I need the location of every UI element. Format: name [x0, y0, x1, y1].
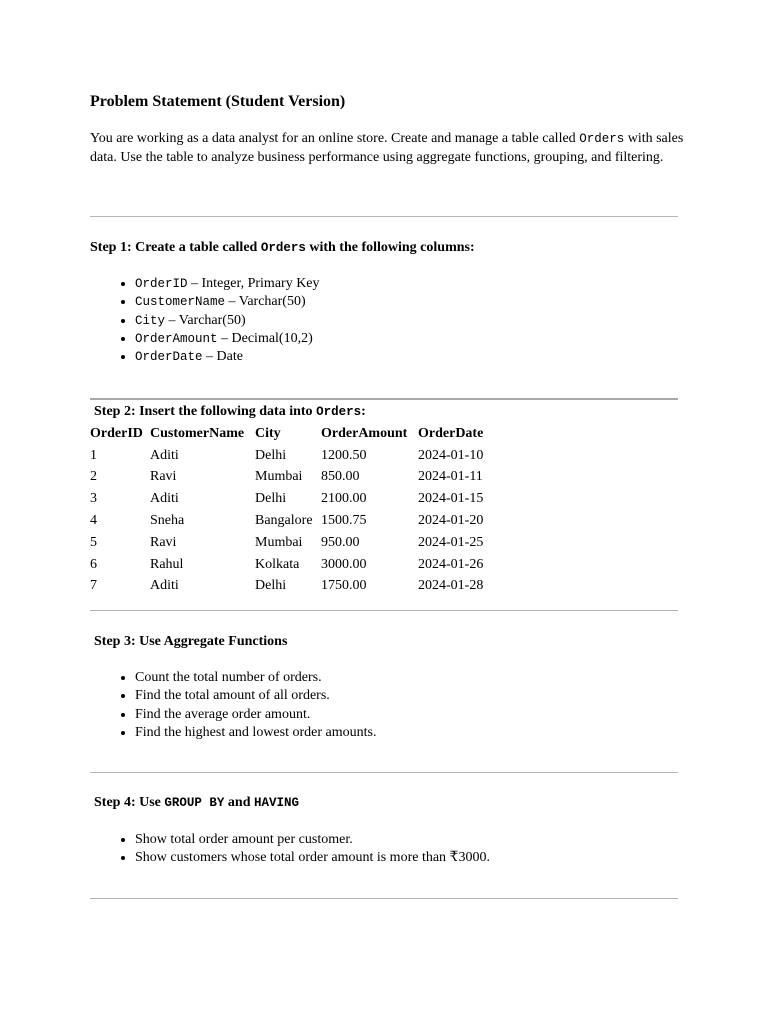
column-type: – Varchar(50) — [165, 312, 246, 328]
step4-heading-code-groupby: GROUP BY — [164, 796, 225, 810]
cell-orderamount: 3000.00 — [321, 556, 367, 572]
column-header-customername: CustomerName — [150, 425, 245, 441]
table-row — [90, 488, 498, 510]
column-name: OrderDate — [135, 350, 203, 365]
list-item: • Show customers whose total order amount is more than ₹3000. — [135, 849, 490, 867]
step1-heading — [90, 240, 475, 256]
cell-orderid: 1 — [90, 447, 97, 463]
column-type: – Date — [202, 349, 243, 365]
cell-orderamount: 950.00 — [321, 534, 360, 550]
cell-orderamount: 1500.75 — [321, 513, 367, 529]
column-name: OrderAmount — [135, 331, 218, 346]
list-item — [135, 348, 320, 366]
column-type: – Varchar(50) — [225, 294, 306, 310]
cell-customername: Rahul — [150, 556, 184, 572]
cell-orderamount: 2100.00 — [321, 491, 367, 507]
cell-orderdate: 2024-01-11 — [418, 469, 483, 485]
divider — [90, 398, 678, 400]
cell-orderdate: 2024-01-20 — [418, 513, 484, 529]
cell-city: Delhi — [255, 491, 287, 507]
cell-customername: Aditi — [150, 578, 179, 594]
table-row — [90, 510, 498, 532]
cell-orderdate: 2024-01-28 — [418, 578, 484, 594]
cell-orderamount: 1750.00 — [321, 578, 367, 594]
divider — [90, 772, 678, 773]
cell-orderid: 7 — [90, 578, 97, 594]
cell-orderamount: 1200.50 — [321, 447, 367, 463]
column-header-orderamount: OrderAmount — [321, 425, 408, 441]
cell-orderdate: 2024-01-15 — [418, 491, 484, 507]
cell-city: Kolkata — [255, 556, 300, 572]
list-item — [135, 330, 320, 348]
list-item: • Count the total number of orders. — [135, 669, 376, 687]
list-item — [135, 275, 320, 293]
orders-data-table — [90, 423, 498, 597]
column-header-city: City — [255, 425, 281, 441]
table-row — [90, 532, 498, 554]
intro-table-name: Orders — [579, 132, 625, 146]
column-type: – Integer, Primary Key — [187, 276, 320, 291]
list-item: • Find the total amount of all orders. — [135, 687, 376, 705]
cell-orderdate: 2024-01-26 — [418, 556, 484, 572]
list-item — [135, 312, 320, 330]
cell-city: Delhi — [255, 447, 287, 463]
cell-orderid: 3 — [90, 491, 97, 507]
cell-city: Bangalore — [255, 513, 313, 529]
column-name: OrderID — [135, 277, 188, 291]
divider — [90, 216, 678, 217]
step1-heading-code: Orders — [260, 241, 306, 255]
table-row — [90, 445, 498, 467]
step1-column-list — [90, 275, 320, 366]
page-title: Problem Statement (Student Version) — [90, 93, 346, 110]
cell-orderdate: 2024-01-25 — [418, 534, 484, 550]
cell-orderid: 4 — [90, 513, 97, 529]
step4-heading-code-having: HAVING — [253, 796, 299, 810]
column-header-orderid: OrderID — [90, 425, 143, 441]
cell-customername: Aditi — [150, 447, 179, 463]
cell-orderdate: 2024-01-10 — [418, 447, 484, 463]
table-header-row — [90, 423, 498, 445]
list-item: • Find the highest and lowest order amounts. — [135, 724, 376, 742]
cell-orderid: 6 — [90, 556, 97, 572]
column-header-orderdate: OrderDate — [418, 425, 484, 441]
step1-heading-text-end: with the following columns: — [305, 240, 475, 255]
table-row — [90, 554, 498, 576]
table-row — [90, 576, 498, 598]
step2-heading-code: Orders — [316, 405, 362, 419]
step4-heading-text-mid: and — [224, 795, 254, 810]
cell-orderid: 2 — [90, 469, 97, 485]
divider — [90, 898, 678, 899]
cell-customername: Ravi — [150, 534, 177, 550]
step4-heading — [94, 795, 299, 811]
cell-customername: Ravi — [150, 469, 177, 485]
cell-city: Mumbai — [255, 534, 303, 550]
cell-city: Delhi — [255, 578, 287, 594]
step2-heading-text: Step 2: Insert the following data into — [94, 404, 317, 419]
step1-heading-text: Step 1: Create a table called — [90, 240, 261, 255]
column-name: City — [135, 313, 166, 328]
intro-text: You are working as a data analyst for an online store. Create and manage a table called — [90, 131, 580, 146]
cell-orderamount: 850.00 — [321, 469, 360, 485]
column-type: – Decimal(10,2) — [217, 330, 313, 346]
list-item: • Show total order amount per customer. — [135, 831, 490, 849]
cell-customername: Aditi — [150, 491, 179, 507]
list-item: • Find the average order amount. — [135, 706, 376, 724]
list-item — [135, 293, 320, 311]
step3-heading: Step 3: Use Aggregate Functions — [94, 634, 288, 649]
divider — [90, 610, 678, 611]
step4-task-list — [90, 831, 490, 868]
intro-paragraph — [90, 130, 690, 167]
column-name: CustomerName — [135, 295, 226, 310]
cell-orderid: 5 — [90, 534, 97, 550]
step4-heading-text: Step 4: Use — [94, 795, 165, 810]
step2-heading-text-end: : — [361, 404, 366, 419]
cell-customername: Sneha — [150, 513, 185, 529]
intro-text-end: with sales data. Use the table to analyze business performance using aggregate functions, grouping, and filtering. — [90, 131, 684, 165]
step3-task-list — [90, 669, 376, 742]
table-row — [90, 467, 498, 489]
cell-city: Mumbai — [255, 469, 303, 485]
step2-heading — [94, 404, 366, 420]
